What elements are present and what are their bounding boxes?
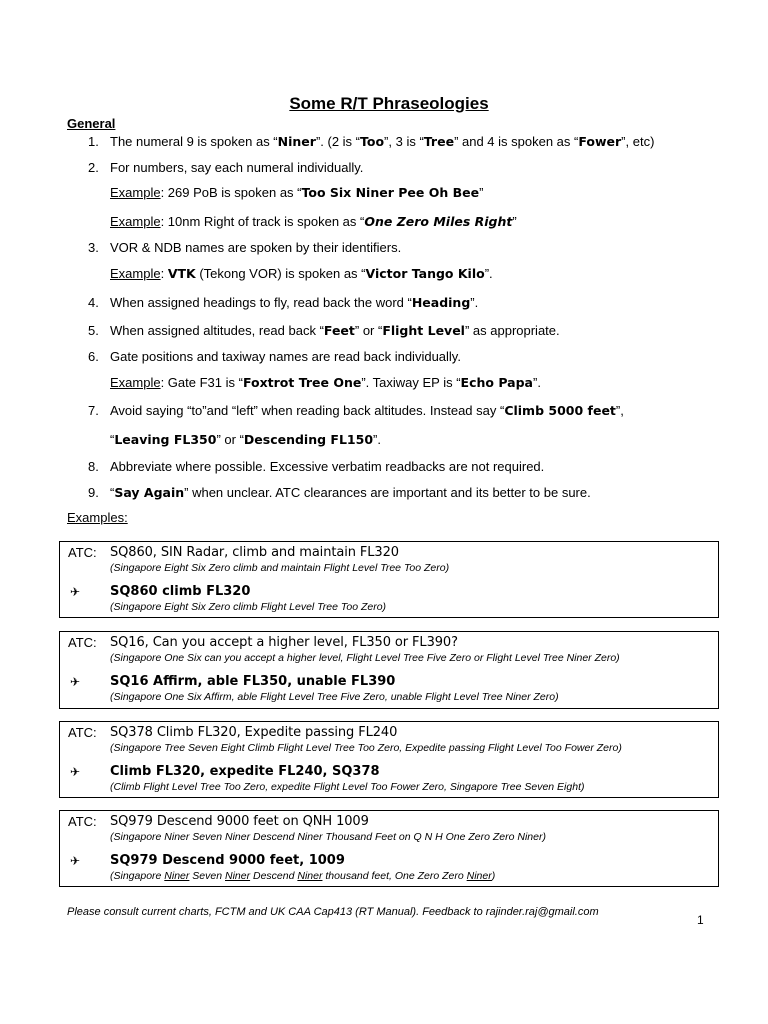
example-box-3	[59, 721, 719, 798]
example-text: ”. Taxiway EP is “	[361, 375, 461, 390]
translation-text: (Singapore	[110, 870, 165, 882]
example-text: : Gate F31 is “	[160, 375, 243, 390]
footer-note: Please consult current charts, FCTM and UK CAA Cap413 (RT Manual). Feedback to rajinder.raj@gmail.com	[67, 906, 599, 918]
atc-instruction: SQ979 Descend 9000 feet on QNH 1009	[110, 814, 369, 829]
example-term: Echo Papa	[460, 375, 533, 390]
item-text: “	[110, 432, 115, 447]
pilot-readback: SQ16 Affirm, able FL350, unable FL390	[110, 674, 396, 689]
list-item-7	[88, 403, 624, 418]
item-text: ” when unclear. ATC clearances are important and its better to be sure.	[184, 485, 591, 500]
translation-text: thousand feet, One Zero Zero	[322, 870, 467, 882]
example-text: : 10nm Right of track is spoken as “	[160, 214, 365, 229]
item-text: ”, 3 is “	[384, 134, 424, 149]
page-title: Some R/T Phraseologies	[289, 94, 489, 113]
item-number: 9.	[88, 485, 99, 500]
list-item-4	[88, 295, 478, 310]
pilot-readback: SQ860 climb FL320	[110, 584, 251, 599]
list-item-7-continued	[110, 432, 381, 447]
item-text: ” or “	[216, 432, 244, 447]
item-text: ”.	[373, 432, 381, 447]
translation-emphasis: Niner	[164, 870, 190, 882]
item-number: 6.	[88, 349, 99, 364]
atc-label: ATC:	[68, 814, 97, 829]
example-label: Example	[110, 266, 161, 281]
translation-emphasis: Niner	[297, 870, 323, 882]
example-box-2	[59, 631, 719, 709]
translation-text: Descend	[250, 870, 298, 882]
translation-text: )	[491, 870, 496, 882]
item-text: “	[110, 485, 115, 500]
example-line	[110, 266, 493, 281]
example-text: ”	[512, 214, 517, 229]
example-text: : 269 PoB is spoken as “	[160, 185, 302, 200]
item-text: When assigned headings to fly, read back the word “	[110, 295, 412, 310]
term: Feet	[323, 323, 355, 338]
term: Leaving FL350	[114, 432, 217, 447]
example-text: (Tekong VOR) is spoken as “	[195, 266, 366, 281]
atc-translation: (Singapore Tree Seven Eight Climb Flight Level Tree Too Zero, Expedite passing Flight Level Too Fower Zero)	[110, 742, 622, 754]
example-line	[110, 375, 541, 390]
atc-instruction: SQ860, SIN Radar, climb and maintain FL320	[110, 545, 399, 560]
item-number: 8.	[88, 459, 99, 474]
item-text: ”,	[615, 403, 624, 418]
airplane-icon: ✈	[70, 675, 81, 689]
example-line	[110, 185, 483, 200]
list-item-8	[88, 459, 544, 474]
item-text: Abbreviate where possible. Excessive verbatim readbacks are not required.	[110, 459, 545, 474]
atc-translation: (Singapore Eight Six Zero climb and maintain Flight Level Tree Too Zero)	[110, 562, 450, 574]
translation-emphasis: Niner	[225, 870, 251, 882]
term: Too	[360, 134, 385, 149]
item-text: When assigned altitudes, read back “	[110, 323, 324, 338]
item-number: 1.	[88, 134, 99, 149]
term: Say Again	[114, 485, 185, 500]
examples-heading: Examples:	[67, 510, 128, 525]
item-number: 7.	[88, 403, 99, 418]
example-term: Foxtrot Tree One	[242, 375, 362, 390]
example-line	[110, 214, 517, 229]
item-text: Avoid saying “to”and “left” when reading back altitudes. Instead say “	[110, 403, 505, 418]
example-box-4	[59, 810, 719, 887]
item-text: Gate positions and taxiway names are read back individually.	[110, 349, 461, 364]
list-item-1	[88, 134, 654, 149]
section-heading-general: General	[67, 116, 116, 131]
term: Descending FL150	[243, 432, 374, 447]
pilot-readback: SQ979 Descend 9000 feet, 1009	[110, 853, 345, 868]
page-number: 1	[697, 913, 704, 927]
atc-label: ATC:	[68, 635, 97, 650]
term: Niner	[277, 134, 316, 149]
atc-label: ATC:	[68, 545, 97, 560]
airplane-icon: ✈	[70, 585, 81, 599]
example-text: :	[160, 266, 168, 281]
readback-translation	[110, 870, 495, 882]
atc-translation: (Singapore One Six can you accept a higher level, Flight Level Tree Five Zero or Flight Level Tree Niner Zero)	[110, 652, 620, 664]
item-text: VOR & NDB names are spoken by their identifiers.	[110, 240, 402, 255]
example-term: Too Six Niner Pee Oh Bee	[301, 185, 480, 200]
list-item-3	[88, 240, 401, 255]
translation-emphasis: Niner	[466, 870, 492, 882]
item-number: 2.	[88, 160, 99, 175]
item-text: ”, etc)	[621, 134, 655, 149]
list-item-6	[88, 349, 461, 364]
translation-text: Seven	[189, 870, 225, 882]
atc-instruction: SQ16, Can you accept a higher level, FL350 or FL390?	[110, 635, 458, 650]
atc-instruction: SQ378 Climb FL320, Expedite passing FL240	[110, 725, 398, 740]
item-number: 4.	[88, 295, 99, 310]
airplane-icon: ✈	[70, 854, 81, 868]
item-text: ” and 4 is spoken as “	[454, 134, 579, 149]
list-item-9	[88, 485, 591, 500]
example-label: Example	[110, 375, 161, 390]
example-term: VTK	[167, 266, 196, 281]
item-text: For numbers, say each numeral individually.	[110, 160, 364, 175]
example-box-1	[59, 541, 719, 618]
item-text: ”.	[470, 295, 479, 310]
example-text: ”.	[484, 266, 493, 281]
atc-label: ATC:	[68, 725, 97, 740]
item-text: ” or “	[354, 323, 383, 338]
item-number: 3.	[88, 240, 99, 255]
term: Heading	[411, 295, 471, 310]
airplane-icon: ✈	[70, 765, 81, 779]
term: Fower	[578, 134, 622, 149]
term: Tree	[423, 134, 455, 149]
example-label: Example	[110, 185, 161, 200]
readback-translation: (Singapore One Six Affirm, able Flight Level Tree Five Zero, unable Flight Level Tree Niner Zero)	[110, 691, 559, 703]
term: Climb 5000 feet	[504, 403, 616, 418]
list-item-5	[88, 323, 560, 338]
item-text: ” as appropriate.	[464, 323, 560, 338]
example-term: Victor Tango Kilo	[365, 266, 485, 281]
example-text: ”.	[532, 375, 541, 390]
item-text: ”. (2 is “	[315, 134, 360, 149]
atc-translation: (Singapore Niner Seven Niner Descend Niner Thousand Feet on Q N H One Zero Zero Niner)	[110, 831, 546, 843]
readback-translation: (Climb Flight Level Tree Too Zero, expedite Flight Level Too Fower Zero, Singapore Tree Seven Eight)	[110, 781, 585, 793]
list-item-2	[88, 160, 363, 175]
pilot-readback: Climb FL320, expedite FL240, SQ378	[110, 764, 380, 779]
item-text: The numeral 9 is spoken as “	[110, 134, 278, 149]
item-number: 5.	[88, 323, 99, 338]
example-label: Example	[110, 214, 161, 229]
example-text: ”	[479, 185, 484, 200]
term: Flight Level	[382, 323, 465, 338]
readback-translation: (Singapore Eight Six Zero climb Flight Level Tree Too Zero)	[110, 601, 387, 613]
example-term: One Zero Miles Right	[364, 214, 513, 229]
